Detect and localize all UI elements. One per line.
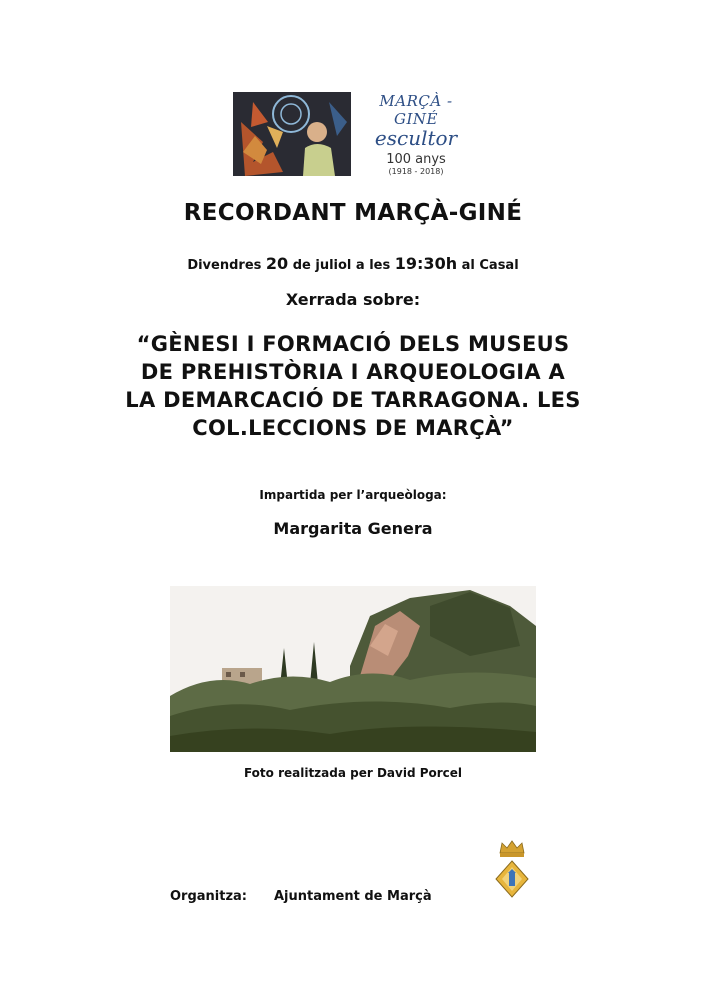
talk-title [60, 330, 646, 442]
photo-caption: Foto realitzada per David Porcel [243, 766, 463, 780]
talk-title-line: DE PREHISTÒRIA I ARQUEOLOGIA A [140, 360, 566, 384]
logo-range: (1918 - 2018) [388, 167, 444, 176]
landscape-photo [170, 586, 536, 752]
event-time: 19:30h [394, 254, 458, 273]
event-day-number: 20 [265, 254, 289, 273]
event-dateline [0, 254, 706, 273]
organizer-name: Ajuntament de Marçà [274, 889, 432, 904]
sculptor-logo-image [233, 92, 351, 176]
event-at: a les [355, 258, 391, 273]
logo-name: MARÇÀ - GINÉ [379, 92, 453, 128]
talk-title-line: LA DEMARCACIÓ DE TARRAGONA. LES [125, 388, 581, 412]
event-month: de juliol [292, 258, 352, 273]
logo-text-block [356, 92, 476, 176]
municipal-shield-icon [494, 839, 530, 901]
speaker-name: Margarita Genera [273, 519, 433, 538]
logo-years: 100 anys [386, 152, 446, 167]
organizer-label: Organitza: [170, 889, 248, 904]
talk-title-line: COL.LECCIONS DE MARÇÀ” [192, 416, 514, 440]
page-title: RECORDANT MARÇÀ-GINÉ [183, 200, 523, 226]
talk-label: Xerrada sobre: [285, 290, 421, 309]
event-day-label: Divendres [187, 258, 262, 273]
event-place: al Casal [461, 258, 519, 273]
logo-role: escultor [374, 126, 458, 150]
speaker-label: Impartida per l’arqueòloga: [259, 488, 447, 502]
talk-title-line: “GÈNESI I FORMACIÓ DELS MUSEUS [136, 332, 570, 356]
